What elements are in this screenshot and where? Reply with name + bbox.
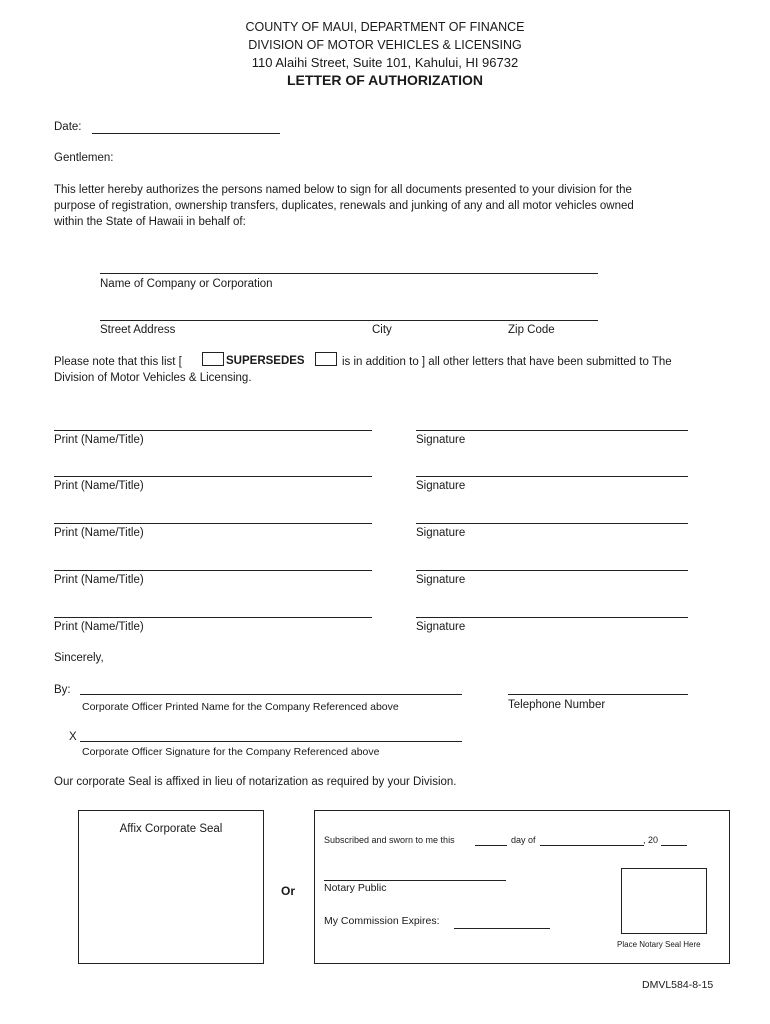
commission-expires-field[interactable] (454, 928, 550, 929)
notary-signature-field[interactable] (324, 880, 506, 881)
print-name-label: Print (Name/Title) (54, 621, 144, 633)
print-name-field[interactable] (54, 570, 372, 571)
day-of-label: day of (511, 835, 536, 845)
in-addition-checkbox[interactable] (315, 352, 337, 366)
sworn-month-field[interactable] (540, 845, 644, 846)
telephone-field[interactable] (508, 694, 688, 695)
signature-field[interactable] (416, 523, 688, 524)
signature-label: Signature (416, 574, 466, 586)
signature-field[interactable] (416, 617, 688, 618)
note-prefix: Please note that this list [ (54, 356, 182, 368)
year-prefix: , 20 (643, 835, 659, 845)
notary-public-label: Notary Public (324, 882, 387, 894)
sworn-prefix: Subscribed and sworn to me this (324, 835, 455, 845)
or-label: Or (281, 884, 296, 898)
print-name-label: Print (Name/Title) (54, 527, 144, 539)
form-number: DMVL584-8-15 (642, 979, 714, 991)
salutation: Gentlemen: (54, 152, 114, 164)
signature-field[interactable] (416, 430, 688, 431)
seal-statement: Our corporate Seal is affixed in lieu of notarization as required by your Division. (54, 776, 457, 788)
signature-field[interactable] (416, 570, 688, 571)
signature-label: Signature (416, 434, 466, 446)
company-address-field[interactable] (100, 320, 598, 321)
note-line-2: Division of Motor Vehicles & Licensing. (54, 372, 252, 384)
telephone-label: Telephone Number (508, 699, 606, 711)
intro-line-2: purpose of registration, ownership transfers, duplicates, renewals and junking of any and all motor vehicles owned (54, 200, 634, 212)
print-name-label: Print (Name/Title) (54, 480, 144, 492)
signature-label: Signature (416, 527, 466, 539)
notary-seal-box (621, 868, 707, 934)
note-middle: is in addition to ] all other letters that have been submitted to The (342, 356, 672, 368)
page-title: LETTER OF AUTHORIZATION (287, 72, 483, 88)
print-name-label: Print (Name/Title) (54, 574, 144, 586)
notary-seal-label: Place Notary Seal Here (617, 940, 701, 949)
print-name-field[interactable] (54, 617, 372, 618)
header-agency-line: COUNTY OF MAUI, DEPARTMENT OF FINANCE (245, 20, 525, 34)
zip-code-label: Zip Code (508, 324, 555, 336)
officer-name-field[interactable] (80, 694, 462, 695)
sworn-day-field[interactable] (475, 845, 507, 846)
commission-label: My Commission Expires: (324, 915, 440, 927)
city-label: City (372, 324, 392, 336)
date-label: Date: (54, 121, 82, 133)
print-name-label: Print (Name/Title) (54, 434, 144, 446)
company-name-label: Name of Company or Corporation (100, 278, 273, 290)
signature-field[interactable] (416, 476, 688, 477)
signature-label: Signature (416, 621, 466, 633)
street-address-label: Street Address (100, 324, 176, 336)
corporate-seal-box (78, 810, 264, 964)
corporate-seal-label: Affix Corporate Seal (119, 823, 223, 835)
intro-line-3: within the State of Hawaii in behalf of: (54, 216, 246, 228)
intro-line-1: This letter hereby authorizes the persons named below to sign for all documents presented to your division for the (54, 184, 632, 196)
supersedes-label: SUPERSEDES (226, 355, 305, 367)
by-label: By: (54, 684, 71, 696)
sworn-year-field[interactable] (661, 845, 687, 846)
notary-box (314, 810, 730, 964)
header-address-line: 110 Alaihi Street, Suite 101, Kahului, HI 96732 (251, 55, 519, 70)
officer-signature-label: Corporate Officer Signature for the Company Referenced above (82, 746, 380, 758)
signature-label: Signature (416, 480, 466, 492)
officer-name-label: Corporate Officer Printed Name for the Company Referenced above (82, 701, 399, 713)
company-name-field[interactable] (100, 273, 598, 274)
print-name-field[interactable] (54, 523, 372, 524)
print-name-field[interactable] (54, 430, 372, 431)
closing: Sincerely, (54, 652, 104, 664)
header-division-line: DIVISION OF MOTOR VEHICLES & LICENSING (248, 38, 522, 52)
date-field[interactable] (92, 133, 280, 134)
print-name-field[interactable] (54, 476, 372, 477)
officer-signature-field[interactable] (80, 741, 462, 742)
supersedes-checkbox[interactable] (202, 352, 224, 366)
x-mark: X (69, 731, 77, 743)
